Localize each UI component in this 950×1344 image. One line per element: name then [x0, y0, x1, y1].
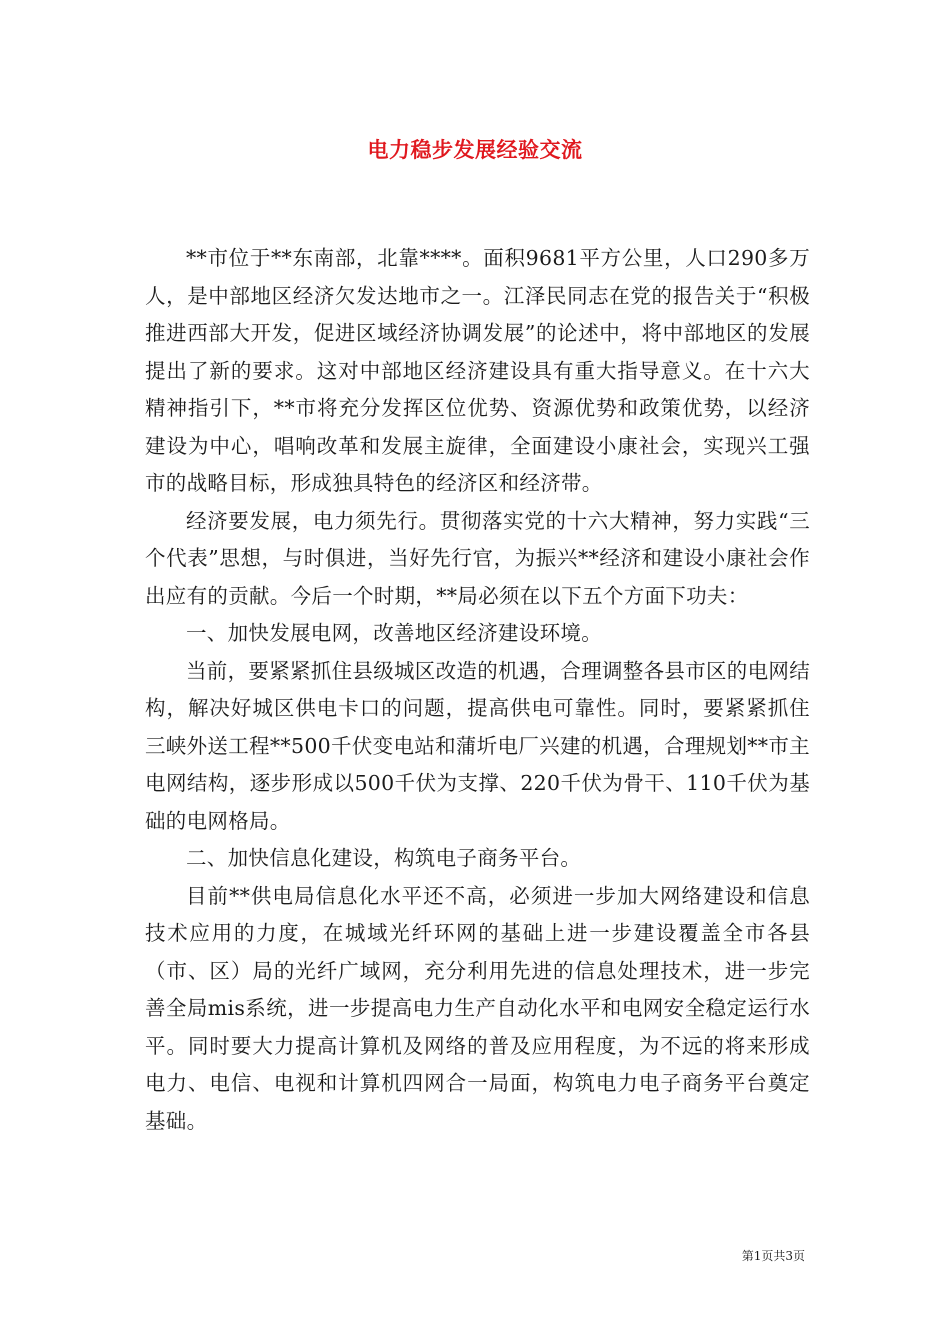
paragraph-economy: 经济要发展，电力须先行。贯彻落实党的十六大精神，努力实践“三个代表”思想，与时俱进，当好先行官，为振兴**经济和建设小康社会作出应有的贡献。今后一个时期，**局必须在以下五个方面下功夫：	[145, 508, 810, 608]
section-heading-2: 二、加快信息化建设，构筑电子商务平台。	[186, 846, 582, 870]
document-body	[145, 240, 810, 1140]
page-indicator: 第1页共3页	[741, 1249, 805, 1263]
paragraph-informatization: 目前**供电局信息化水平还不高，必须进一步加大网络建设和信息技术应用的力度，在城域光纤环网的基础上进一步建设覆盖全市各县（市、区）局的光纤广域网，充分利用先进的信息处理技术，进一步完善全局mis系统，进一步提高电力生产自动化水平和电网安全稳定运行水平。同时要大力提高计算机及网络的普及应用程度，为不远的将来形成电力、电信、电视和计算机四网合一局面，构筑电力电子商务平台奠定基础。	[145, 883, 810, 1133]
paragraph-grid: 当前，要紧紧抓住县级城区改造的机遇，合理调整各县市区的电网结构，解决好城区供电卡口的问题，提高供电可靠性。同时，要紧紧抓住三峡外送工程**500千伏变电站和蒲圻电厂兴建的机遇，合理规划**市主电网结构，逐步形成以500千伏为支撑、220千伏为骨干、110千伏为基础的电网格局。	[145, 658, 810, 833]
paragraph-intro: **市位于**东南部，北靠****。面积9681平方公里，人口290多万人，是中部地区经济欠发达地市之一。江泽民同志在党的报告关于“积极推进西部大开发，促进区域经济协调发展”的论述中，将中部地区的发展提出了新的要求。这对中部地区经济建设具有重大指导意义。在十六大精神指引下，**市将充分发挥区位优势、资源优势和政策优势，以经济建设为中心，唱响改革和发展主旋律，全面建设小康社会，实现兴工强市的战略目标，形成独具特色的经济区和经济带。	[145, 246, 810, 495]
section-heading-1: 一、加快发展电网，改善地区经济建设环境。	[186, 621, 602, 645]
document-title: 电力稳步发展经验交流	[367, 137, 583, 162]
